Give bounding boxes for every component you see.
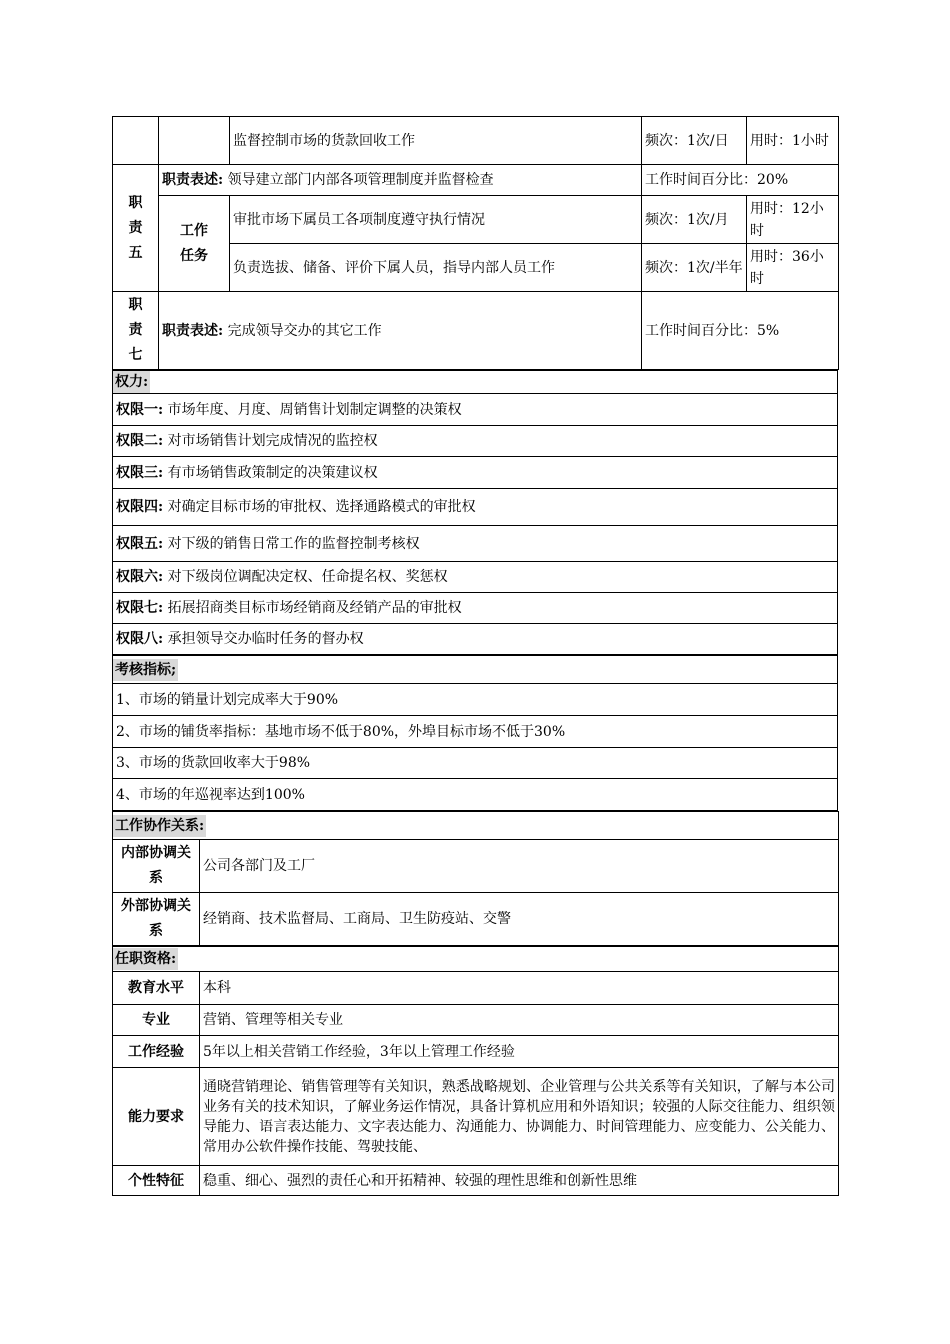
task-frequency: 频次：1次/半年 <box>642 244 747 292</box>
authority-label: 权限二: <box>116 433 164 449</box>
authority-row <box>113 457 838 489</box>
task-text: 负责选拔、储备、评价下属人员，指导内部人员工作 <box>230 244 642 292</box>
cooperation-label: 外部协调关系 <box>113 893 200 946</box>
authority-label: 权限五: <box>116 535 164 552</box>
qualification-text: 5年以上相关营销工作经验，3年以上管理工作经验 <box>200 1036 839 1068</box>
authority-label: 权限一: <box>116 401 164 418</box>
duty5-desc-text: 领导建立部门内部各项管理制度并监督检查 <box>227 172 494 188</box>
authority-row <box>113 394 838 426</box>
kpi-text: 4、市场的年巡视率达到100% <box>113 779 838 811</box>
kpi-row <box>113 748 838 779</box>
authority-row <box>113 426 838 457</box>
authority-text: 对下级岗位调配决定权、任命提名权、奖惩权 <box>167 569 448 585</box>
kpi-text: 2、市场的铺货率指标：基地市场不低于80%，外埠目标市场不低于30% <box>113 716 838 748</box>
authority-row <box>113 562 838 593</box>
authority-label: 权限六: <box>116 569 164 585</box>
authority-label: 权限八: <box>116 631 164 647</box>
qualification-text: 营销、管理等相关专业 <box>200 1005 839 1036</box>
task-frequency: 频次：1次/月 <box>642 196 747 244</box>
cooperation-text: 公司各部门及工厂 <box>200 840 839 893</box>
task-time: 用时：36小时 <box>747 244 839 292</box>
authority-table <box>112 370 838 655</box>
qualification-label: 工作经验 <box>113 1036 200 1068</box>
cooperation-heading: 工作协作关系: <box>113 815 206 837</box>
duty7-desc-row <box>113 292 839 370</box>
kpi-table <box>112 655 838 811</box>
qualification-label: 教育水平 <box>113 972 200 1005</box>
duty7-label: 职责七 <box>113 292 159 370</box>
task-text: 监督控制市场的货款回收工作 <box>230 117 642 165</box>
task-text: 审批市场下属员工各项制度遵守执行情况 <box>230 196 642 244</box>
task-time: 用时：1小时 <box>747 117 839 165</box>
kpi-heading: 考核指标; <box>113 659 178 681</box>
qualification-text: 稳重、细心、强烈的责任心和开拓精神、较强的理性思维和创新性思维 <box>200 1166 839 1196</box>
qualification-row <box>113 972 839 1005</box>
authority-text: 对确定目标市场的审批权、选择通路模式的审批权 <box>167 499 476 515</box>
kpi-text: 3、市场的货款回收率大于98% <box>113 748 838 779</box>
duty5-task-row <box>113 196 839 244</box>
cooperation-row <box>113 840 839 893</box>
cooperation-row <box>113 893 839 946</box>
authority-text: 拓展招商类目标市场经销商及经销产品的审批权 <box>167 600 462 616</box>
kpi-text: 1、市场的销量计划完成率大于90% <box>113 684 838 716</box>
qualification-row <box>113 1166 839 1196</box>
duty5-desc-label: 职责表述: <box>162 172 224 188</box>
duty5-desc <box>159 165 642 196</box>
duty7-percent: 工作时间百分比：5% <box>642 292 839 370</box>
authority-label: 权限三: <box>116 464 164 481</box>
authority-text: 承担领导交办临时任务的督办权 <box>167 631 364 647</box>
authority-text: 市场年度、月度、周销售计划制定调整的决策权 <box>167 401 462 418</box>
qualification-label: 能力要求 <box>113 1068 200 1166</box>
duty5-desc-row <box>113 165 839 196</box>
duty7-desc-text: 完成领导交办的其它工作 <box>227 322 382 339</box>
duty-task-row <box>113 117 839 165</box>
authority-text: 对下级的销售日常工作的监督控制考核权 <box>167 535 420 552</box>
task-time: 用时：12小时 <box>747 196 839 244</box>
duties-table <box>112 116 839 370</box>
qualification-row <box>113 1005 839 1036</box>
task-frequency: 频次：1次/日 <box>642 117 747 165</box>
authority-row <box>113 624 838 655</box>
authority-label: 权限七: <box>116 600 164 616</box>
qualification-heading: 任职资格: <box>113 948 178 970</box>
qualification-text: 本科 <box>200 972 839 1005</box>
duty5-percent: 工作时间百分比：20% <box>642 165 839 196</box>
duty5-label: 职责五 <box>113 165 159 292</box>
authority-row <box>113 489 838 526</box>
qualification-text: 通晓营销理论、销售管理等有关知识，熟悉战略规划、企业管理与公共关系等有关知识，了解与本公司业务有关的技术知识，了解业务运作情况，具备计算机应用和外语知识；较强的人际交往能力、组织领导能力、语言表达能力、文字表达能力、沟通能力、协调能力、时间管理能力、应变能力、公关能力、常用办公软件操作技能、驾驶技能、 <box>200 1068 839 1166</box>
qualification-label: 专业 <box>113 1005 200 1036</box>
kpi-row <box>113 779 838 811</box>
duty7-desc-label: 职责表述: <box>162 322 224 339</box>
qualification-row <box>113 1036 839 1068</box>
authority-heading: 权力: <box>113 371 150 393</box>
qualification-label: 个性特征 <box>113 1166 200 1196</box>
qualification-table <box>112 946 839 1196</box>
authority-row <box>113 526 838 562</box>
kpi-row <box>113 716 838 748</box>
authority-row <box>113 593 838 624</box>
kpi-row <box>113 684 838 716</box>
authority-text: 对市场销售计划完成情况的监控权 <box>167 433 378 449</box>
duty7-desc <box>159 292 642 370</box>
cooperation-text: 经销商、技术监督局、工商局、卫生防疫站、交警 <box>200 893 839 946</box>
qualification-row <box>113 1068 839 1166</box>
authority-label: 权限四: <box>116 499 164 515</box>
duty5-task-label: 工作任务 <box>159 196 230 292</box>
cooperation-label: 内部协调关系 <box>113 840 200 893</box>
authority-text: 有市场销售政策制定的决策建议权 <box>167 464 378 481</box>
cooperation-table <box>112 811 839 946</box>
job-description-page <box>112 116 838 1196</box>
